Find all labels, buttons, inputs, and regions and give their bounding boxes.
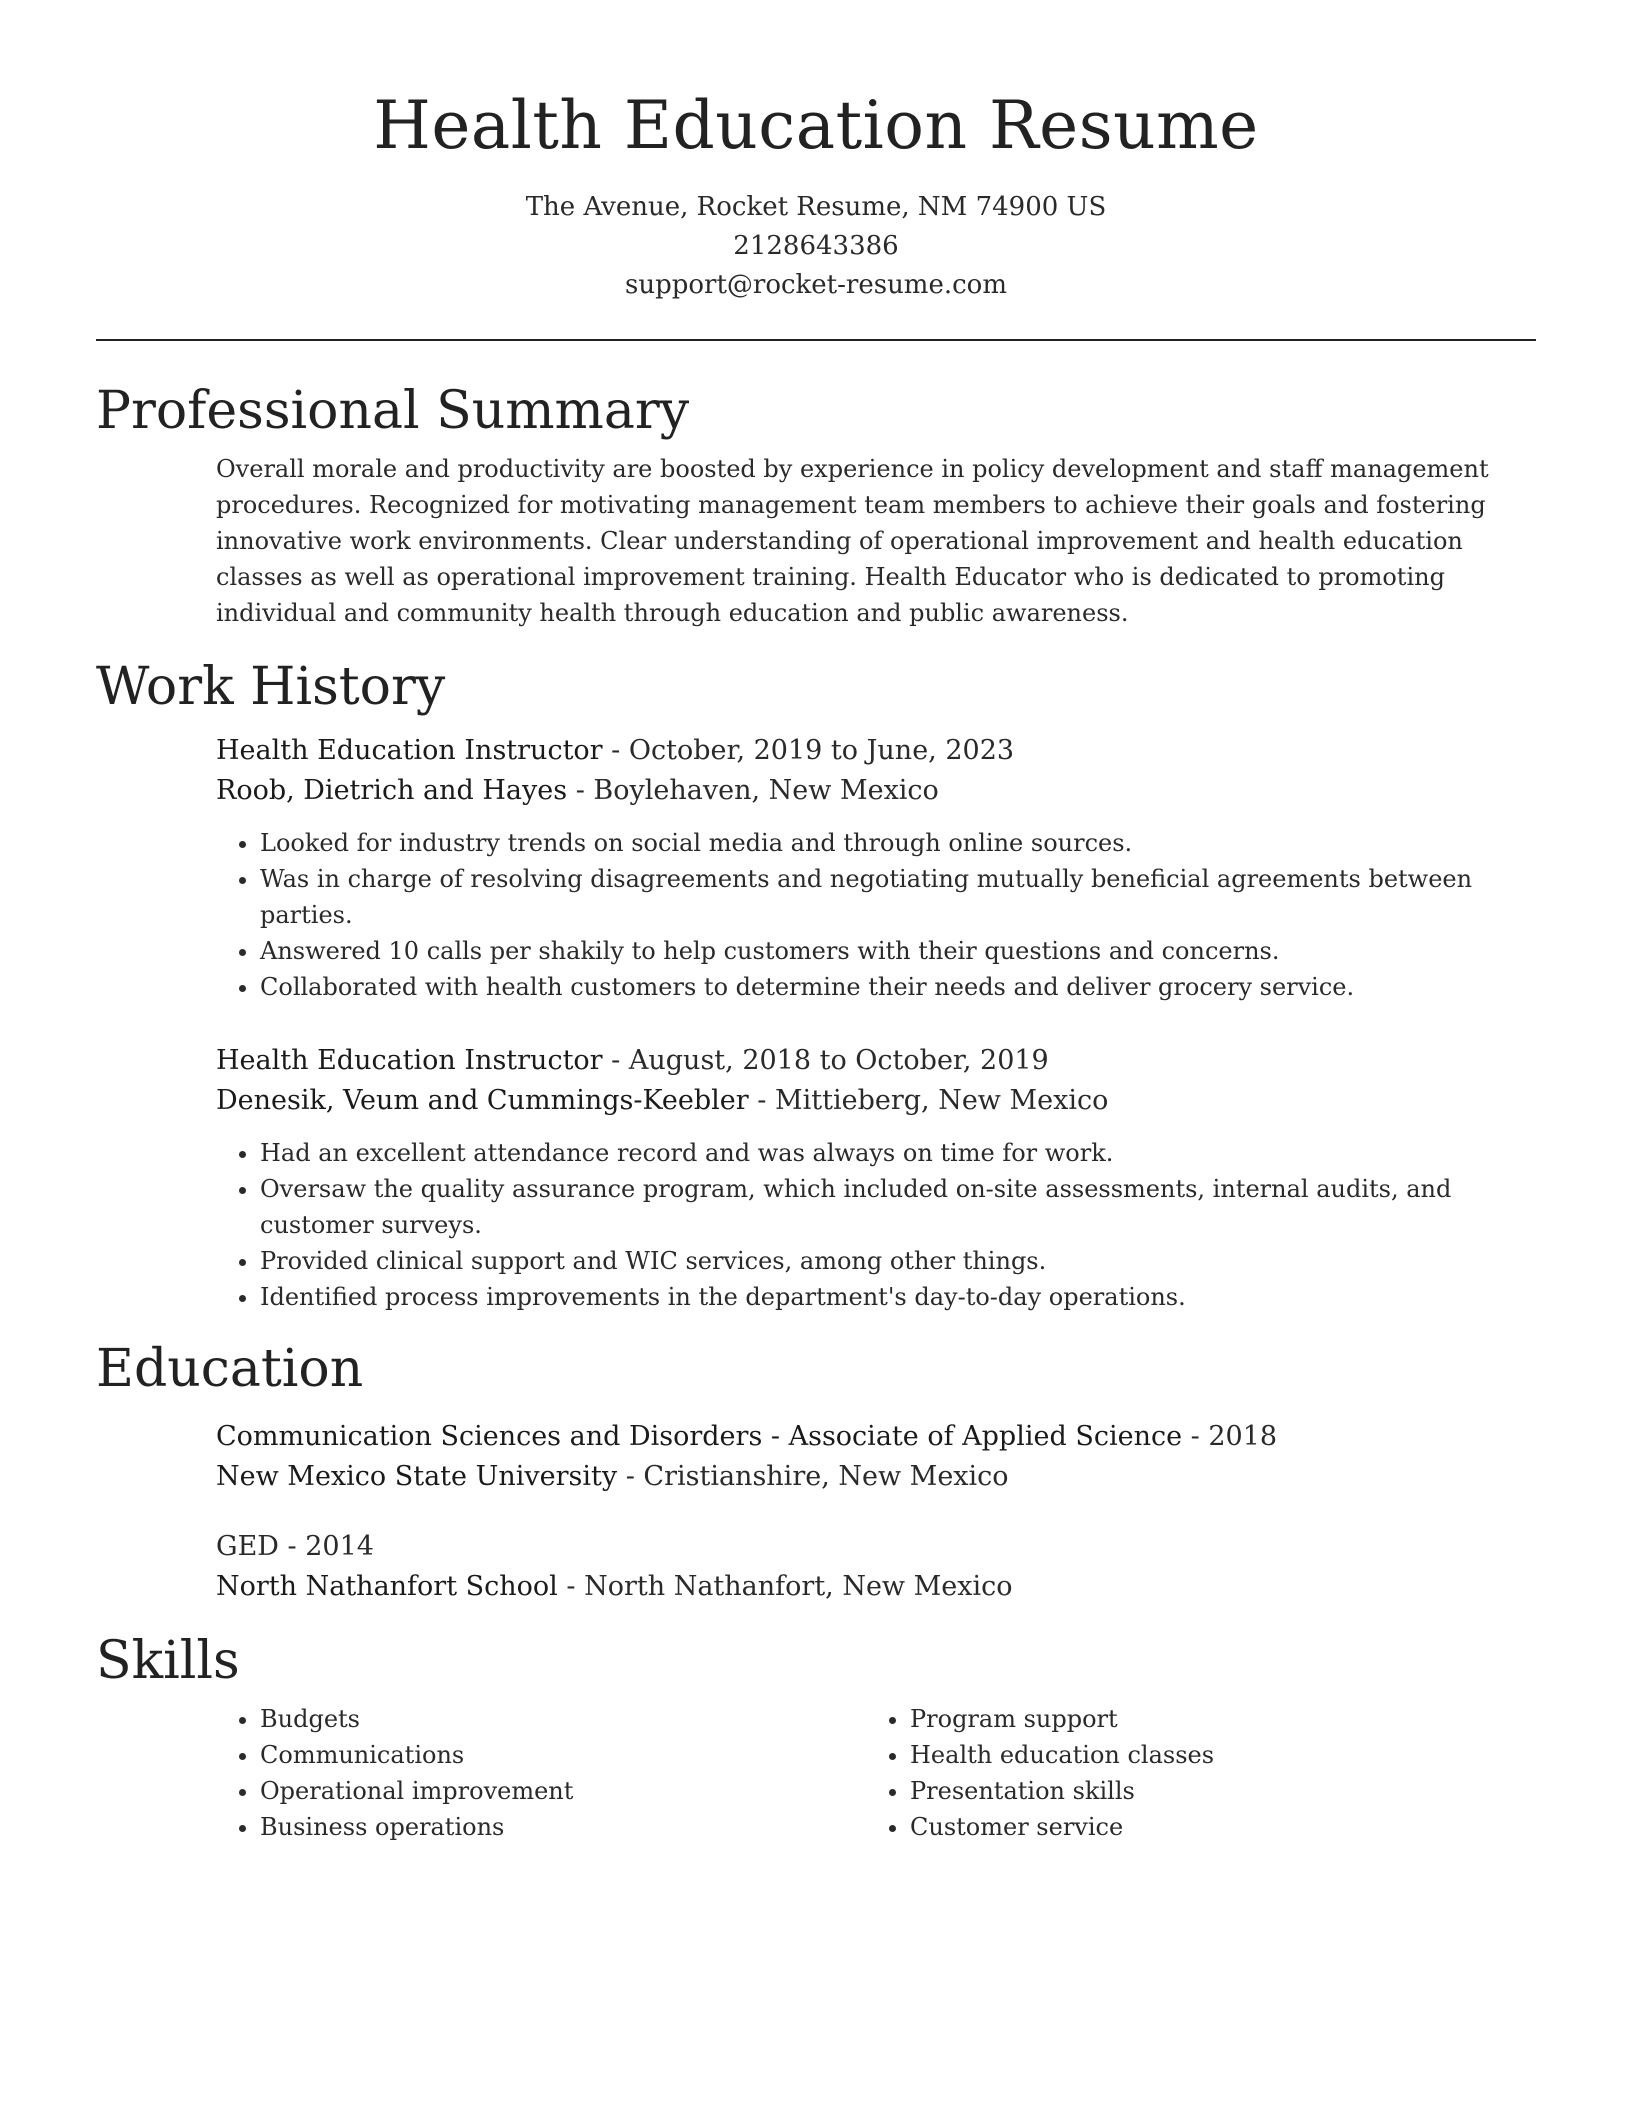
work-history-section [96,655,1536,1315]
degree-year: - 2018 [1182,1421,1278,1452]
job-company-line [216,771,1536,811]
job-role: Health Education Instructor [216,735,603,766]
job-entry [216,1041,1536,1315]
list-item: • Oversaw the quality assurance program, which included on-site assessments, internal audits, and customer surveys. [260,1171,1536,1243]
school-line [216,1457,1536,1497]
job-bullets [216,825,1536,1005]
degree: Communication Sciences and Disorders - Associate of Applied Science [216,1421,1183,1452]
job-location: - Mittieberg, New Mexico [748,1085,1109,1116]
phone: 2128643386 [733,231,899,261]
job-bullets [216,1135,1536,1315]
section-title-education: Education [96,1339,364,1399]
degree-line [216,1417,1536,1457]
skill-item: • Operational improvement [260,1773,866,1809]
job-title-line [216,1041,1536,1081]
education-entry [216,1527,1536,1607]
skills-list-right [866,1701,1516,1845]
skill-item: • Communications [260,1737,866,1773]
education-entry [216,1417,1536,1497]
summary-section [96,379,1536,631]
degree-line [216,1527,1536,1567]
skills-section [96,1629,1536,1845]
job-dates: - August, 2018 to October, 2019 [602,1045,1049,1076]
skill-item: • Customer service [910,1809,1516,1845]
email: support@rocket-resume.com [624,270,1007,300]
skills-columns [216,1701,1536,1845]
contact-block [96,188,1536,305]
list-item: • Collaborated with health customers to determine their needs and deliver grocery service. [260,969,1536,1005]
job-company: Roob, Dietrich and Hayes [216,775,568,806]
list-item: • Looked for industry trends on social media and through online sources. [260,825,1536,861]
skill-item: • Business operations [260,1809,866,1845]
job-company: Denesik, Veum and Cummings-Keebler [216,1085,749,1116]
school-location: - Cristianshire, New Mexico [617,1461,1009,1492]
job-company-line [216,1081,1536,1121]
school-location: - North Nathanfort, New Mexico [557,1571,1013,1602]
skills-list-left [216,1701,866,1845]
education-section [96,1337,1536,1607]
degree: GED [216,1531,279,1562]
degree-year: - 2014 [278,1531,374,1562]
job-location: - Boylehaven, New Mexico [567,775,939,806]
job-title-line [216,731,1536,771]
list-item: • Had an excellent attendance record and was always on time for work. [260,1135,1536,1171]
resume-header [96,0,1536,305]
job-dates: - October, 2019 to June, 2023 [602,735,1015,766]
skill-item: • Presentation skills [910,1773,1516,1809]
skill-item: • Budgets [260,1701,866,1737]
list-item: • Provided clinical support and WIC services, among other things. [260,1243,1536,1279]
school: North Nathanfort School [216,1571,558,1602]
school-line [216,1567,1536,1607]
list-item: • Was in charge of resolving disagreements and negotiating mutually beneficial agreements between parties. [260,861,1536,933]
job-entry [216,731,1536,1005]
summary-text: Overall morale and productivity are boosted by experience in policy development and staff management procedures. Recognized for motivating management team members to achieve their goals and fostering innovative work environments. Clear understanding of operational improvement and health education classes as well as operational improvement training. Health Educator who is dedicated to promoting individual and community health through education and public awareness. [216,455,1489,627]
address: The Avenue, Rocket Resume, NM 74900 US [525,192,1107,222]
section-title-skills: Skills [96,1631,240,1691]
section-title-summary: Professional Summary [96,381,690,441]
skill-item: • Program support [910,1701,1516,1737]
section-title-work: Work History [96,657,446,717]
school: New Mexico State University [216,1461,618,1492]
job-role: Health Education Instructor [216,1045,603,1076]
resume-title: Health Education Resume [373,87,1259,164]
list-item: • Identified process improvements in the department's day-to-day operations. [260,1279,1536,1315]
list-item: • Answered 10 calls per shakily to help customers with their questions and concerns. [260,933,1536,969]
skill-item: • Health education classes [910,1737,1516,1773]
header-divider [96,339,1536,341]
